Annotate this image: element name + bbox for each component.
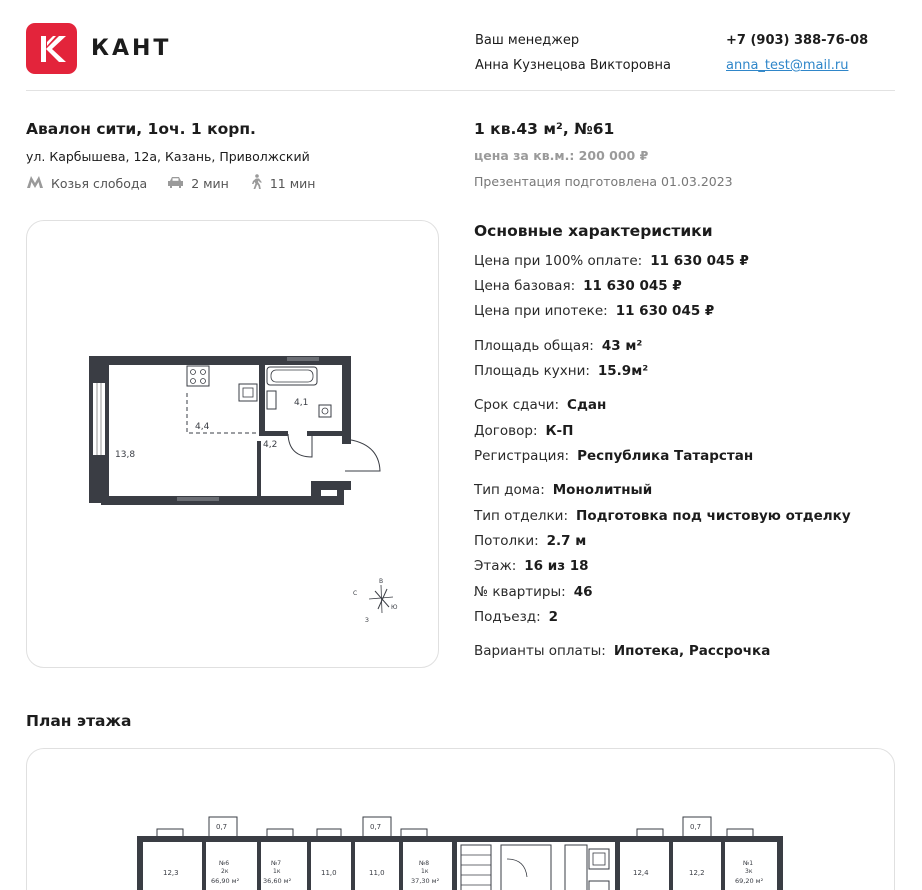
char-value: Ипотека, Рассрочка: [613, 643, 771, 659]
char-label: Регистрация:: [474, 448, 570, 464]
char-value: К-П: [545, 423, 574, 439]
char-row: [474, 558, 589, 574]
characteristics-title: Основные характеристики: [474, 222, 713, 240]
car-time: 2 мин: [191, 176, 229, 191]
floor-plan-title: План этажа: [26, 712, 132, 730]
manager-name: Анна Кузнецова Викторовна: [475, 58, 671, 73]
compass-w: С: [353, 590, 358, 597]
char-value: 2: [548, 609, 559, 625]
char-row: [474, 482, 652, 498]
brand-name: КАНТ: [91, 36, 172, 61]
room-label-kitchen: 4,4: [195, 422, 210, 432]
contacts-block: [726, 28, 868, 78]
unit-area: 12,3: [163, 869, 179, 877]
unit-rooms: 1к: [273, 868, 281, 875]
char-value: 11 630 045 ₽: [650, 253, 749, 269]
char-label: Договор:: [474, 423, 538, 439]
char-row: [474, 338, 642, 354]
unit-total: 37,30 м²: [411, 877, 440, 885]
char-row: [474, 278, 682, 294]
room-label-hall: 4,2: [263, 440, 278, 450]
unit-area: 12,4: [633, 869, 649, 877]
brand-logo[interactable]: [26, 23, 171, 74]
char-label: Цена при ипотеке:: [474, 303, 608, 319]
room-label-main: 13,8: [115, 450, 136, 460]
manager-block: [475, 28, 671, 78]
price-per-meter: цена за кв.м.: 200 000 ₽: [474, 148, 649, 163]
char-value: Монолитный: [552, 482, 653, 498]
char-row: [474, 303, 714, 319]
char-value: 15.9м²: [597, 363, 649, 379]
unit-rooms: 2к: [221, 868, 229, 875]
char-label: Цена базовая:: [474, 278, 576, 294]
balcony-label: 0,7: [370, 823, 382, 831]
header-divider: [26, 90, 895, 91]
manager-phone[interactable]: +7 (903) 388-76-08: [726, 33, 869, 48]
presentation-date: Презентация подготовлена 01.03.2023: [474, 174, 733, 189]
apartment-plan-drawing: [27, 221, 440, 669]
walk-icon: [249, 174, 263, 193]
unit-number: №6: [219, 860, 230, 867]
char-label: Потолки:: [474, 533, 539, 549]
char-label: Срок сдачи:: [474, 397, 560, 413]
unit-total: 36,60 м²: [263, 877, 292, 885]
char-row: [474, 609, 558, 625]
char-label: Тип отделки:: [474, 508, 569, 524]
object-transport: [26, 174, 315, 193]
metro-name: Козья слобода: [51, 176, 148, 191]
char-label: Этаж:: [474, 558, 517, 574]
char-value: 11 630 045 ₽: [583, 278, 682, 294]
char-value: Подготовка под чистовую отделку: [576, 508, 851, 524]
floor-plan-card: [26, 748, 895, 890]
room-label-bath: 4,1: [294, 398, 309, 408]
char-value: Сдан: [567, 397, 607, 413]
unit-number: №1: [743, 860, 754, 867]
char-value: 43 м²: [601, 338, 643, 354]
unit-area: 12,2: [689, 869, 705, 877]
char-label: Варианты оплаты:: [474, 643, 606, 659]
unit-number: №7: [271, 860, 282, 867]
object-title: Авалон сити, 1оч. 1 корп.: [26, 120, 256, 138]
balcony-label: 0,7: [690, 823, 702, 831]
char-label: Тип дома:: [474, 482, 545, 498]
char-value: 11 630 045 ₽: [615, 303, 715, 319]
char-row: [474, 397, 606, 413]
char-row: [474, 253, 749, 269]
car-icon: [167, 175, 184, 192]
balcony-label: 0,7: [216, 823, 228, 831]
unit-total: 66,90 м²: [211, 877, 240, 885]
char-row: [474, 363, 648, 379]
apartment-plan-card: [26, 220, 439, 668]
unit-area: 11,0: [321, 869, 337, 877]
char-row: [474, 508, 851, 524]
unit-rooms: 3к: [745, 868, 753, 875]
char-row: [474, 423, 573, 439]
char-row: [474, 643, 770, 659]
manager-label: Ваш менеджер: [475, 33, 580, 48]
compass-n: В: [379, 578, 384, 585]
compass-s: З: [365, 617, 369, 624]
compass-e: Ю: [391, 604, 398, 611]
unit-area: 11,0: [369, 869, 385, 877]
char-row: [474, 533, 586, 549]
char-label: Подъезд:: [474, 609, 541, 625]
char-label: № квартиры:: [474, 584, 566, 600]
metro-icon: [26, 175, 44, 192]
unit-total: 69,20 м²: [735, 877, 764, 885]
char-label: Площадь общая:: [474, 338, 594, 354]
walk-time: 11 мин: [269, 176, 316, 191]
char-row: [474, 448, 753, 464]
unit-number: №8: [419, 860, 430, 867]
char-value: 2.7 м: [546, 533, 587, 549]
unit-rooms: 1к: [421, 868, 429, 875]
floor-plan-drawing: [27, 749, 895, 890]
logo-mark-icon: [26, 23, 77, 74]
char-value: Республика Татарстан: [577, 448, 754, 464]
char-value: 46: [573, 584, 593, 600]
manager-email-link[interactable]: anna_test@mail.ru: [726, 58, 849, 73]
char-value: 16 из 18: [524, 558, 589, 574]
compass-icon: [353, 578, 398, 624]
apartment-title: 1 кв.43 м², №61: [474, 120, 615, 138]
char-label: Площадь кухни:: [474, 363, 590, 379]
char-row: [474, 584, 593, 600]
char-label: Цена при 100% оплате:: [474, 253, 643, 269]
object-address: ул. Карбышева, 12а, Казань, Приволжский: [26, 149, 310, 164]
